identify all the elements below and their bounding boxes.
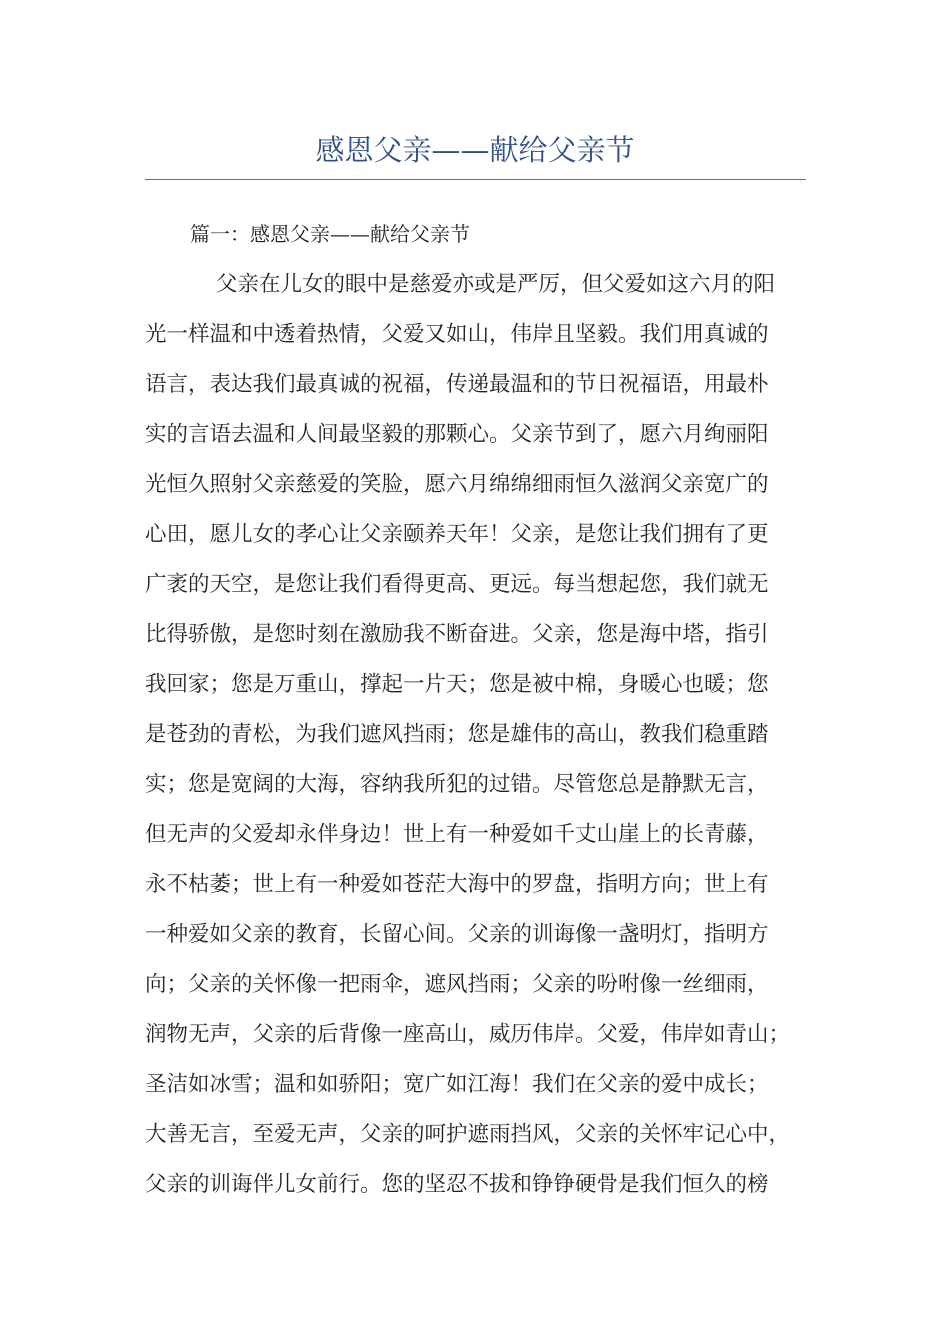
body-paragraph [145,260,825,1210]
paragraph-line: 一种爱如父亲的教育，长留心间。父亲的训诲像一盏明灯，指明方 [145,922,769,947]
paragraph-line: 永不枯萎；世上有一种爱如苍茫大海中的罗盘，指明方向；世上有 [145,872,769,897]
document-title: 感恩父亲——献给父亲节 [315,133,635,167]
paragraph-line: 父亲的训诲伴儿女前行。您的坚忍不拔和铮铮硬骨是我们恒久的榜 [145,1172,769,1197]
paragraph-line: 父亲在儿女的眼中是慈爱亦或是严厉，但父爱如这六月的阳 [216,272,776,297]
paragraph-line: 广袤的天空，是您让我们看得更高、更远。每当想起您，我们就无 [145,572,769,597]
paragraph-line: 我回家；您是万重山，撑起一片天；您是被中棉，身暖心也暖；您 [145,672,769,697]
paragraph-line: 心田，愿儿女的孝心让父亲颐养天年！父亲，是您让我们拥有了更 [145,522,769,547]
title-underline-rule [145,179,806,180]
paragraph-line: 实的言语去温和人间最坚毅的那颗心。父亲节到了，愿六月绚丽阳 [145,422,769,447]
paragraph-line: 是苍劲的青松，为我们遮风挡雨；您是雄伟的高山，教我们稳重踏 [145,722,769,747]
paragraph-line: 但无声的父爱却永伴身边！世上有一种爱如千丈山崖上的长青藤， [145,822,769,847]
paragraph-line: 语言，表达我们最真诚的祝福，传递最温和的节日祝福语，用最朴 [145,372,769,397]
paragraph-line: 润物无声，父亲的后背像一座高山，威历伟岸。父爱，伟岸如青山； [145,1022,791,1047]
section-heading: 篇一：感恩父亲——献给父亲节 [190,222,470,246]
paragraph-line: 大善无言，至爱无声，父亲的呵护遮雨挡风，父亲的关怀牢记心中， [145,1122,791,1147]
paragraph-line: 向；父亲的关怀像一把雨伞，遮风挡雨；父亲的吩咐像一丝细雨， [145,972,769,997]
paragraph-line: 比得骄傲，是您时刻在激励我不断奋进。父亲，您是海中塔，指引 [145,622,769,647]
paragraph-line: 实；您是宽阔的大海，容纳我所犯的过错。尽管您总是静默无言， [145,772,769,797]
paragraph-line: 光一样温和中透着热情，父爱又如山，伟岸且坚毅。我们用真诚的 [145,322,769,347]
paragraph-line: 光恒久照射父亲慈爱的笑脸，愿六月绵绵细雨恒久滋润父亲宽广的 [145,472,769,497]
paragraph-line: 圣洁如冰雪；温和如骄阳；宽广如江海！我们在父亲的爱中成长； [145,1072,769,1097]
